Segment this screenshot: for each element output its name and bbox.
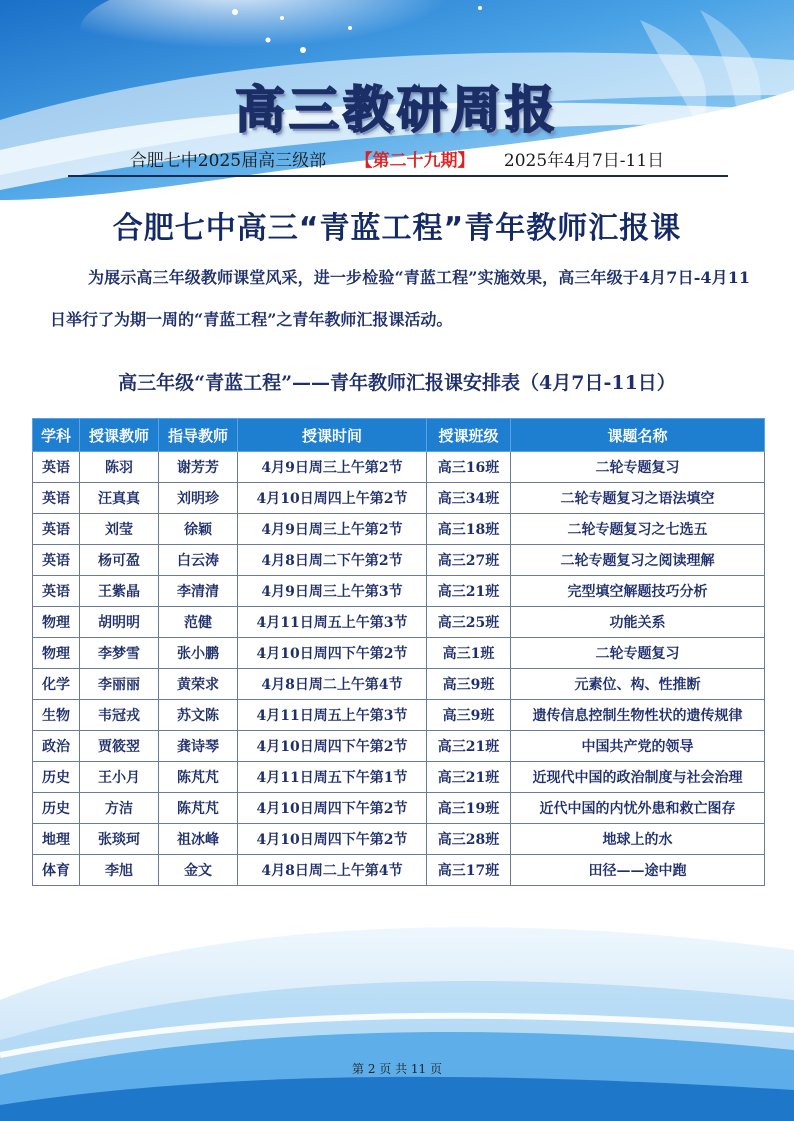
cell-subject: 英语 — [33, 514, 80, 545]
cell-time: 4月8日周二上午第4节 — [238, 669, 427, 700]
table-title: 高三年级“青蓝工程”——青年教师汇报课安排表（4月7日-11日） — [118, 372, 676, 394]
cell-time: 4月8日周二下午第2节 — [238, 545, 427, 576]
cell-teacher: 杨可盈 — [80, 545, 159, 576]
cell-class: 高三28班 — [427, 824, 511, 855]
cell-class: 高三25班 — [427, 607, 511, 638]
header-time: 授课时间 — [238, 419, 427, 452]
table-row — [33, 700, 765, 731]
cell-teacher: 汪真真 — [80, 483, 159, 514]
header-mentor: 指导教师 — [159, 419, 238, 452]
header-topic: 课题名称 — [511, 419, 765, 452]
table-row — [33, 731, 765, 762]
cell-mentor: 范健 — [159, 607, 238, 638]
cell-class: 高三18班 — [427, 514, 511, 545]
table-row — [33, 452, 765, 483]
table-row — [33, 855, 765, 886]
cell-subject: 生物 — [33, 700, 80, 731]
cell-topic: 遗传信息控制生物性状的遗传规律 — [511, 700, 765, 731]
cell-subject: 体育 — [33, 855, 80, 886]
cell-teacher: 张琰珂 — [80, 824, 159, 855]
cell-time: 4月9日周三上午第2节 — [238, 452, 427, 483]
cell-time: 4月8日周二上午第4节 — [238, 855, 427, 886]
cell-topic: 二轮专题复习之七选五 — [511, 514, 765, 545]
header-class: 授课班级 — [427, 419, 511, 452]
cell-class: 高三16班 — [427, 452, 511, 483]
cell-topic: 二轮专题复习之语法填空 — [511, 483, 765, 514]
cell-class: 高三9班 — [427, 669, 511, 700]
cell-topic: 完型填空解题技巧分析 — [511, 576, 765, 607]
cell-time: 4月11日周五下午第1节 — [238, 762, 427, 793]
header-subject: 学科 — [33, 419, 80, 452]
cell-subject: 物理 — [33, 638, 80, 669]
cell-class: 高三21班 — [427, 762, 511, 793]
date-range: 2025年4月7日-11日 — [503, 151, 665, 171]
cell-subject: 英语 — [33, 483, 80, 514]
cell-time: 4月10日周四下午第2节 — [238, 824, 427, 855]
cell-topic: 元素位、构、性推断 — [511, 669, 765, 700]
cell-time: 4月10日周四下午第2节 — [238, 793, 427, 824]
cell-teacher: 方洁 — [80, 793, 159, 824]
cell-mentor: 祖冰峰 — [159, 824, 238, 855]
cell-subject: 地理 — [33, 824, 80, 855]
cell-topic: 地球上的水 — [511, 824, 765, 855]
cell-time: 4月10日周四下午第2节 — [238, 638, 427, 669]
table-row — [33, 576, 765, 607]
cell-teacher: 贾筱翌 — [80, 731, 159, 762]
cell-topic: 中国共产党的领导 — [511, 731, 765, 762]
cell-teacher: 李丽丽 — [80, 669, 159, 700]
cell-mentor: 黄荣求 — [159, 669, 238, 700]
article-title: 合肥七中高三“青蓝工程”青年教师汇报课 — [112, 211, 682, 246]
cell-class: 高三1班 — [427, 638, 511, 669]
cell-subject: 物理 — [33, 607, 80, 638]
cell-mentor: 谢芳芳 — [159, 452, 238, 483]
cell-mentor: 徐颖 — [159, 514, 238, 545]
cell-class: 高三21班 — [427, 576, 511, 607]
cell-subject: 英语 — [33, 452, 80, 483]
cell-class: 高三9班 — [427, 700, 511, 731]
cell-subject: 英语 — [33, 545, 80, 576]
cell-topic: 二轮专题复习之阅读理解 — [511, 545, 765, 576]
cell-teacher: 胡明明 — [80, 607, 159, 638]
cell-teacher: 李旭 — [80, 855, 159, 886]
cell-subject: 历史 — [33, 793, 80, 824]
table-body — [33, 452, 765, 886]
schedule-table — [32, 418, 765, 886]
cell-topic: 二轮专题复习 — [511, 452, 765, 483]
page-number: 第 2 页 共 11 页 — [352, 1062, 442, 1076]
cell-time: 4月10日周四上午第2节 — [238, 483, 427, 514]
cell-time: 4月11日周五上午第3节 — [238, 700, 427, 731]
cell-subject: 历史 — [33, 762, 80, 793]
table-row — [33, 638, 765, 669]
table-row — [33, 545, 765, 576]
cell-mentor: 陈芃芃 — [159, 762, 238, 793]
cell-time: 4月11日周五上午第3节 — [238, 607, 427, 638]
header-divider — [68, 175, 728, 177]
cell-mentor: 龚诗琴 — [159, 731, 238, 762]
cell-class: 高三27班 — [427, 545, 511, 576]
issue-line — [0, 146, 794, 171]
header-teacher: 授课教师 — [80, 419, 159, 452]
cell-topic: 近现代中国的政治制度与社会治理 — [511, 762, 765, 793]
cell-teacher: 刘莹 — [80, 514, 159, 545]
table-row — [33, 483, 765, 514]
table-row — [33, 607, 765, 638]
cell-topic: 近代中国的内忧外患和救亡图存 — [511, 793, 765, 824]
cell-teacher: 王紫晶 — [80, 576, 159, 607]
cell-mentor: 陈芃芃 — [159, 793, 238, 824]
cell-class: 高三17班 — [427, 855, 511, 886]
cell-time: 4月9日周三上午第3节 — [238, 576, 427, 607]
table-row — [33, 514, 765, 545]
cell-mentor: 张小鹏 — [159, 638, 238, 669]
cell-subject: 化学 — [33, 669, 80, 700]
cell-class: 高三21班 — [427, 731, 511, 762]
cell-subject: 英语 — [33, 576, 80, 607]
school-name: 合肥七中2025届高三级部 — [129, 151, 327, 171]
cell-class: 高三34班 — [427, 483, 511, 514]
table-header-row — [33, 419, 765, 452]
cell-teacher: 韦冠戎 — [80, 700, 159, 731]
cell-teacher: 李梦雪 — [80, 638, 159, 669]
intro-paragraph: 为展示高三年级教师课堂风采，进一步检验“青蓝工程”实施效果，高三年级于4月7日-4月11日举行了为期一周的“青蓝工程”之青年教师汇报课活动。 — [50, 268, 750, 329]
cell-mentor: 刘明珍 — [159, 483, 238, 514]
table-row — [33, 669, 765, 700]
cell-mentor: 白云涛 — [159, 545, 238, 576]
cell-mentor: 苏文陈 — [159, 700, 238, 731]
table-row — [33, 793, 765, 824]
cell-mentor: 金文 — [159, 855, 238, 886]
table-row — [33, 762, 765, 793]
cell-subject: 政治 — [33, 731, 80, 762]
table-row — [33, 824, 765, 855]
cell-teacher: 王小月 — [80, 762, 159, 793]
masthead-title: 高三教研周报 — [235, 81, 559, 139]
cell-topic: 二轮专题复习 — [511, 638, 765, 669]
cell-time: 4月9日周三上午第2节 — [238, 514, 427, 545]
issue-number: 【第二十九期】 — [355, 151, 475, 171]
cell-time: 4月10日周四下午第2节 — [238, 731, 427, 762]
cell-teacher: 陈羽 — [80, 452, 159, 483]
cell-topic: 田径——途中跑 — [511, 855, 765, 886]
cell-class: 高三19班 — [427, 793, 511, 824]
cell-topic: 功能关系 — [511, 607, 765, 638]
cell-mentor: 李清清 — [159, 576, 238, 607]
